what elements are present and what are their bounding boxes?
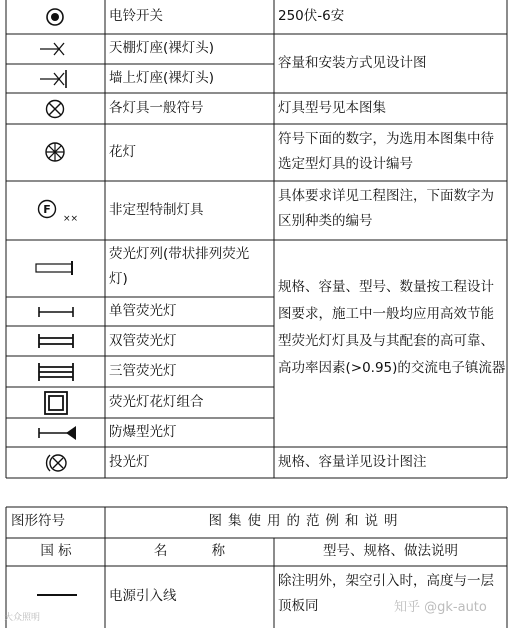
subheader-standard: 国 标 [40,543,72,559]
row-note-power-lead: 除注明外，架空引入时，高度与一层顶板同 [278,573,494,614]
row-name-explosion-proof: 防爆型光灯 [109,424,177,440]
svg-text:F: F [43,203,51,216]
row-name-general-luminaire: 各灯具一般符号 [109,100,204,116]
subheader-name: 名 称 [153,543,226,559]
general-luminaire-icon [44,98,66,120]
row-note-lamp-holder: 容量和安装方式见设计图 [278,55,427,71]
row-name-single-tube: 单管荧光灯 [109,303,177,319]
triple-tube-fluorescent-icon [34,361,78,383]
row-note-special-luminaire: 具体要求详见工程图注，下面数字为区别种类的编号 [278,188,494,229]
row-note-bell-switch: 250伏-6安 [278,8,345,24]
row-name-fluorescent-row: 荧光灯列(带状排列荧光灯) [109,246,250,287]
row-name-triple-tube: 三管荧光灯 [109,363,177,379]
bell-switch-icon [40,6,70,28]
power-lead-line-icon [34,588,80,602]
fluorescent-row-icon [34,258,78,278]
row-name-double-tube: 双管荧光灯 [109,333,177,349]
table2-title: 图集使用的范例和说明 [208,513,404,529]
row-name-power-lead: 电源引入线 [109,588,177,604]
fluorescent-merged-note: 规格、容量、型号、数量按工程设计图要求，施工中一般均应用高效节能型荧光灯灯具及与其配套的高可靠、高功率因素(>0.95)的交流电子镇流器 [278,279,506,376]
svg-text:××: ×× [63,214,79,224]
col-header-symbol: 图形符号 [11,513,65,529]
row-note-chandelier: 符号下面的数字，为选用本图集中待选定型灯具的设计编号 [278,131,494,172]
double-tube-fluorescent-icon [34,331,78,351]
row-name-bell-switch: 电铃开关 [109,8,163,24]
wall-lamp-holder-icon [38,67,72,91]
row-name-ceiling-lamp-holder: 天棚灯座(裸灯头) [109,40,215,56]
subheader-notes: 型号、规格、做法说明 [323,543,458,559]
row-name-wall-lamp-holder: 墙上灯座(裸灯头) [109,70,215,86]
row-name-chandelier: 花灯 [109,144,136,160]
watermark-left: 大众照明 [4,613,41,623]
fluorescent-combo-icon [42,390,70,416]
explosion-proof-icon [34,423,80,443]
floodlight-icon [42,451,72,475]
ceiling-lamp-holder-icon [38,38,72,60]
chandelier-icon [43,140,67,164]
row-note-floodlight: 规格、容量详见设计图注 [278,454,427,470]
row-note-general-luminaire: 灯具型号见本图集 [278,100,386,116]
watermark-right: 知乎 @gk-auto [394,600,487,615]
row-name-fluorescent-combo: 荧光灯花灯组合 [109,394,204,410]
single-tube-fluorescent-icon [34,302,78,322]
special-luminaire-icon [36,198,79,224]
row-name-floodlight: 投光灯 [109,454,150,470]
row-name-special-luminaire: 非定型特制灯具 [109,202,204,218]
